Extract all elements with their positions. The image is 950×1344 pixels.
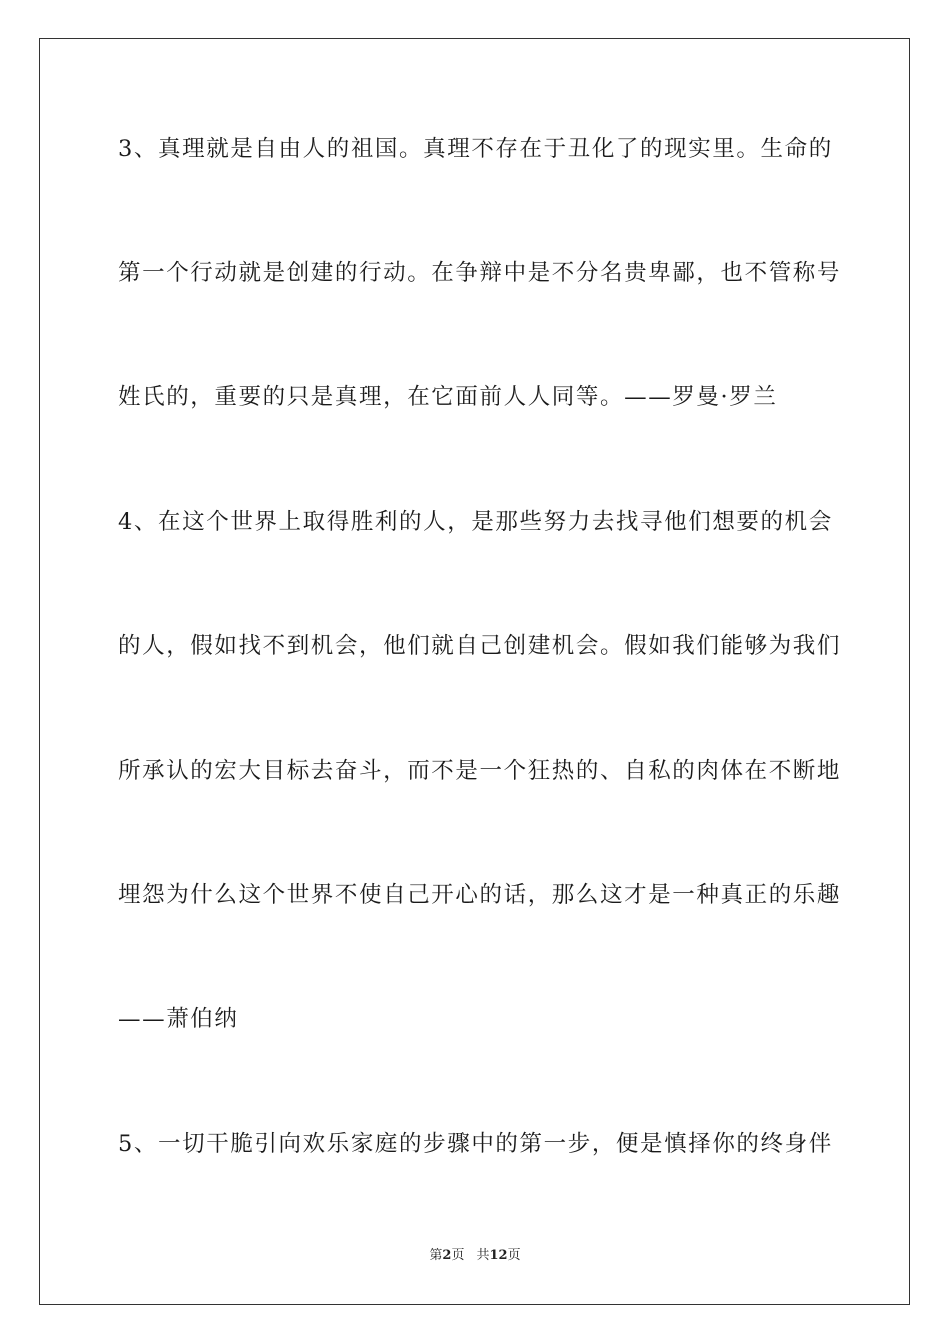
- text-line: 第一个行动就是创建的行动。在争辩中是不分名贵卑鄙，也不管称号: [118, 260, 842, 286]
- text-line: 的人，假如找不到机会，他们就自己创建机会。假如我们能够为我们: [118, 633, 842, 659]
- footer-total-suffix: 页: [507, 1248, 521, 1263]
- text-line: ——萧伯纳: [118, 1006, 239, 1032]
- text-line: 5、一切干脆引向欢乐家庭的步骤中的第一步，便是慎择你的终身伴: [118, 1131, 833, 1157]
- footer-page-prefix: 第: [429, 1248, 443, 1263]
- text-line: 所承认的宏大目标去奋斗，而不是一个狂热的、自私的肉体在不断地: [118, 758, 842, 784]
- text-line: 姓氏的，重要的只是真理，在它面前人人同等。——罗曼·罗兰: [118, 384, 778, 410]
- text-line: 埋怨为什么这个世界不使自己开心的话，那么这才是一种真正的乐趣: [118, 882, 842, 908]
- footer-page-suffix: 页: [451, 1248, 465, 1263]
- footer-page-total: 12: [489, 1248, 508, 1263]
- page-border: [39, 38, 910, 1305]
- footer-total-prefix: 共: [476, 1248, 490, 1263]
- page-footer: [0, 1247, 950, 1265]
- footer-page-current: 2: [442, 1248, 452, 1263]
- text-line: 4、在这个世界上取得胜利的人，是那些努力去找寻他们想要的机会: [118, 509, 833, 535]
- text-line: 3、真理就是自由人的祖国。真理不存在于丑化了的现实里。生命的: [118, 136, 833, 162]
